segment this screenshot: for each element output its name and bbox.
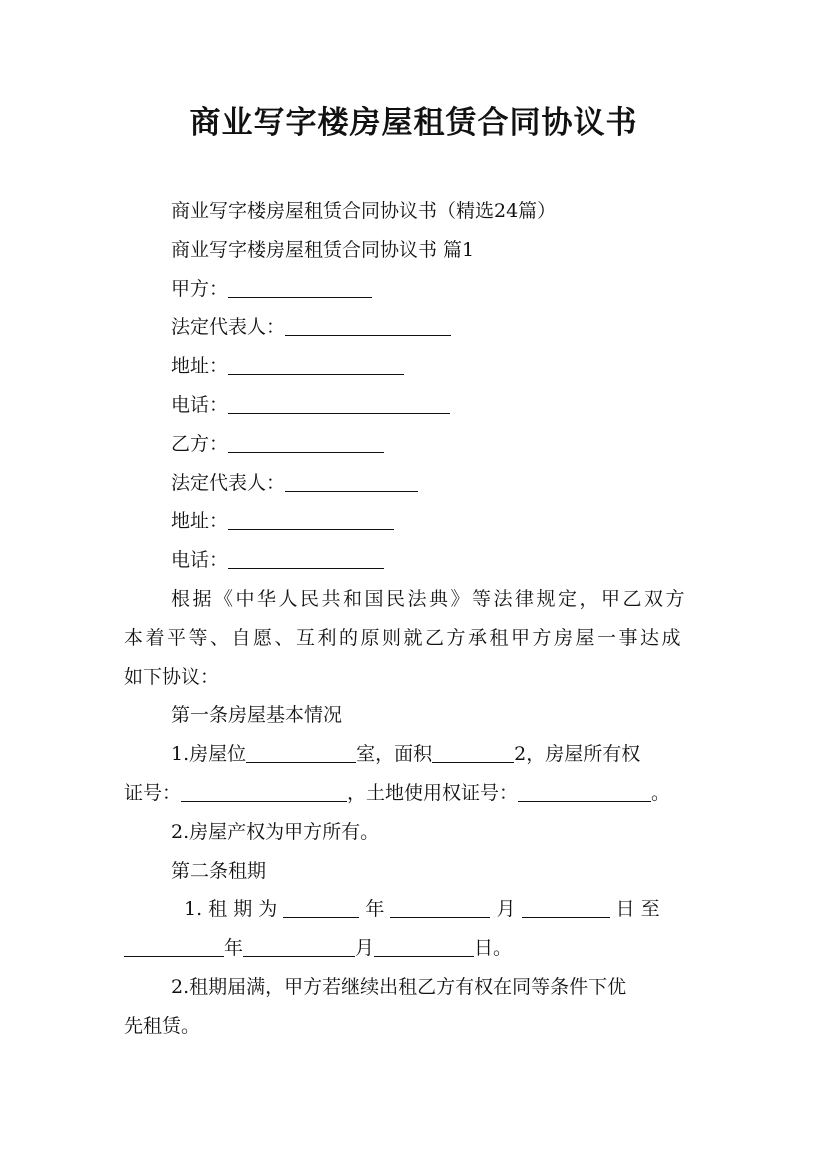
party-b-rep-blank[interactable] <box>285 469 418 492</box>
year2-label: 年 <box>224 937 244 960</box>
party-b-rep-line <box>124 464 704 503</box>
room-location-blank[interactable] <box>246 740 356 763</box>
term-label: 1. 租 期 为 <box>184 898 278 921</box>
party-b-label: 乙方： <box>171 432 229 455</box>
document-title: 商业写字楼房屋租赁合同协议书 <box>189 105 638 141</box>
intro-line-3: 如下协议： <box>124 665 220 688</box>
start-year-blank[interactable] <box>283 895 359 918</box>
subtitle: 商业写字楼房屋租赁合同协议书（精选24篇） <box>171 200 557 222</box>
land-cert-label: ，土地使用权证号： <box>347 781 519 804</box>
period-mark: 。 <box>651 781 671 804</box>
party-a-rep-label: 法定代表人： <box>171 316 286 339</box>
end-day-blank[interactable] <box>374 934 474 957</box>
party-a-phone-line <box>124 386 704 425</box>
year-label: 年 <box>365 898 385 921</box>
party-b-blank[interactable] <box>228 430 384 453</box>
party-b-addr-blank[interactable] <box>228 507 394 530</box>
party-a-addr-blank[interactable] <box>228 352 404 375</box>
party-a-label: 甲方： <box>171 277 229 300</box>
party-b-rep-label: 法定代表人： <box>171 471 286 494</box>
party-b-line <box>124 425 704 464</box>
section-2-heading: 第二条租期 <box>171 859 267 882</box>
party-a-addr-label: 地址： <box>171 355 229 378</box>
month2-label: 月 <box>355 937 375 960</box>
section-1-item-1-cont <box>124 774 704 813</box>
land-cert-blank[interactable] <box>518 779 651 802</box>
party-a-line <box>124 270 704 309</box>
party-b-phone-blank[interactable] <box>228 546 384 569</box>
end-year-blank[interactable] <box>124 934 224 957</box>
party-a-phone-blank[interactable] <box>228 391 450 414</box>
section-2-item-2-line-1: 2.租期届满，甲方若继续出租乙方有权在同等条件下优 <box>171 975 627 998</box>
article-heading: 商业写字楼房屋租赁合同协议书 篇1 <box>171 238 475 261</box>
start-month-blank[interactable] <box>390 895 490 918</box>
room-location-label: 1.房屋位 <box>171 743 247 766</box>
section-2-item-1-cont <box>124 929 704 968</box>
party-b-phone-label: 电话： <box>171 549 229 572</box>
party-a-blank[interactable] <box>228 275 372 298</box>
party-a-phone-label: 电话： <box>171 393 229 416</box>
end-month-blank[interactable] <box>243 934 355 957</box>
party-b-phone-line <box>124 541 704 580</box>
party-a-rep-blank[interactable] <box>285 313 451 336</box>
start-day-blank[interactable] <box>522 895 610 918</box>
section-2-item-1 <box>124 890 704 929</box>
day2-label: 日。 <box>474 937 513 960</box>
party-a-rep-line <box>124 308 704 347</box>
area-label: 室，面积 <box>356 743 433 766</box>
section-2-item-2-line-2: 先租赁。 <box>124 1014 201 1037</box>
month-label: 月 <box>496 898 516 921</box>
section-1-item-2: 2.房屋产权为甲方所有。 <box>171 820 380 843</box>
section-1-heading: 第一条房屋基本情况 <box>171 704 343 727</box>
ownership-label: 2，房屋所有权 <box>514 743 641 766</box>
party-b-addr-label: 地址： <box>171 510 229 533</box>
intro-line-1: 根据《中华人民共和国民法典》等法律规定，甲乙双方 <box>171 587 688 610</box>
day-to-label: 日 至 <box>615 898 660 921</box>
cert-no-label: 证号： <box>124 781 182 804</box>
document-body <box>124 192 704 1046</box>
area-blank[interactable] <box>432 740 514 763</box>
cert-no-blank[interactable] <box>181 779 347 802</box>
intro-line-2: 本着平等、自愿、互利的原则就乙方承租甲方房屋一事达成 <box>124 626 684 649</box>
party-b-addr-line <box>124 502 704 541</box>
section-1-item-1 <box>124 735 704 774</box>
party-a-addr-line <box>124 347 704 386</box>
